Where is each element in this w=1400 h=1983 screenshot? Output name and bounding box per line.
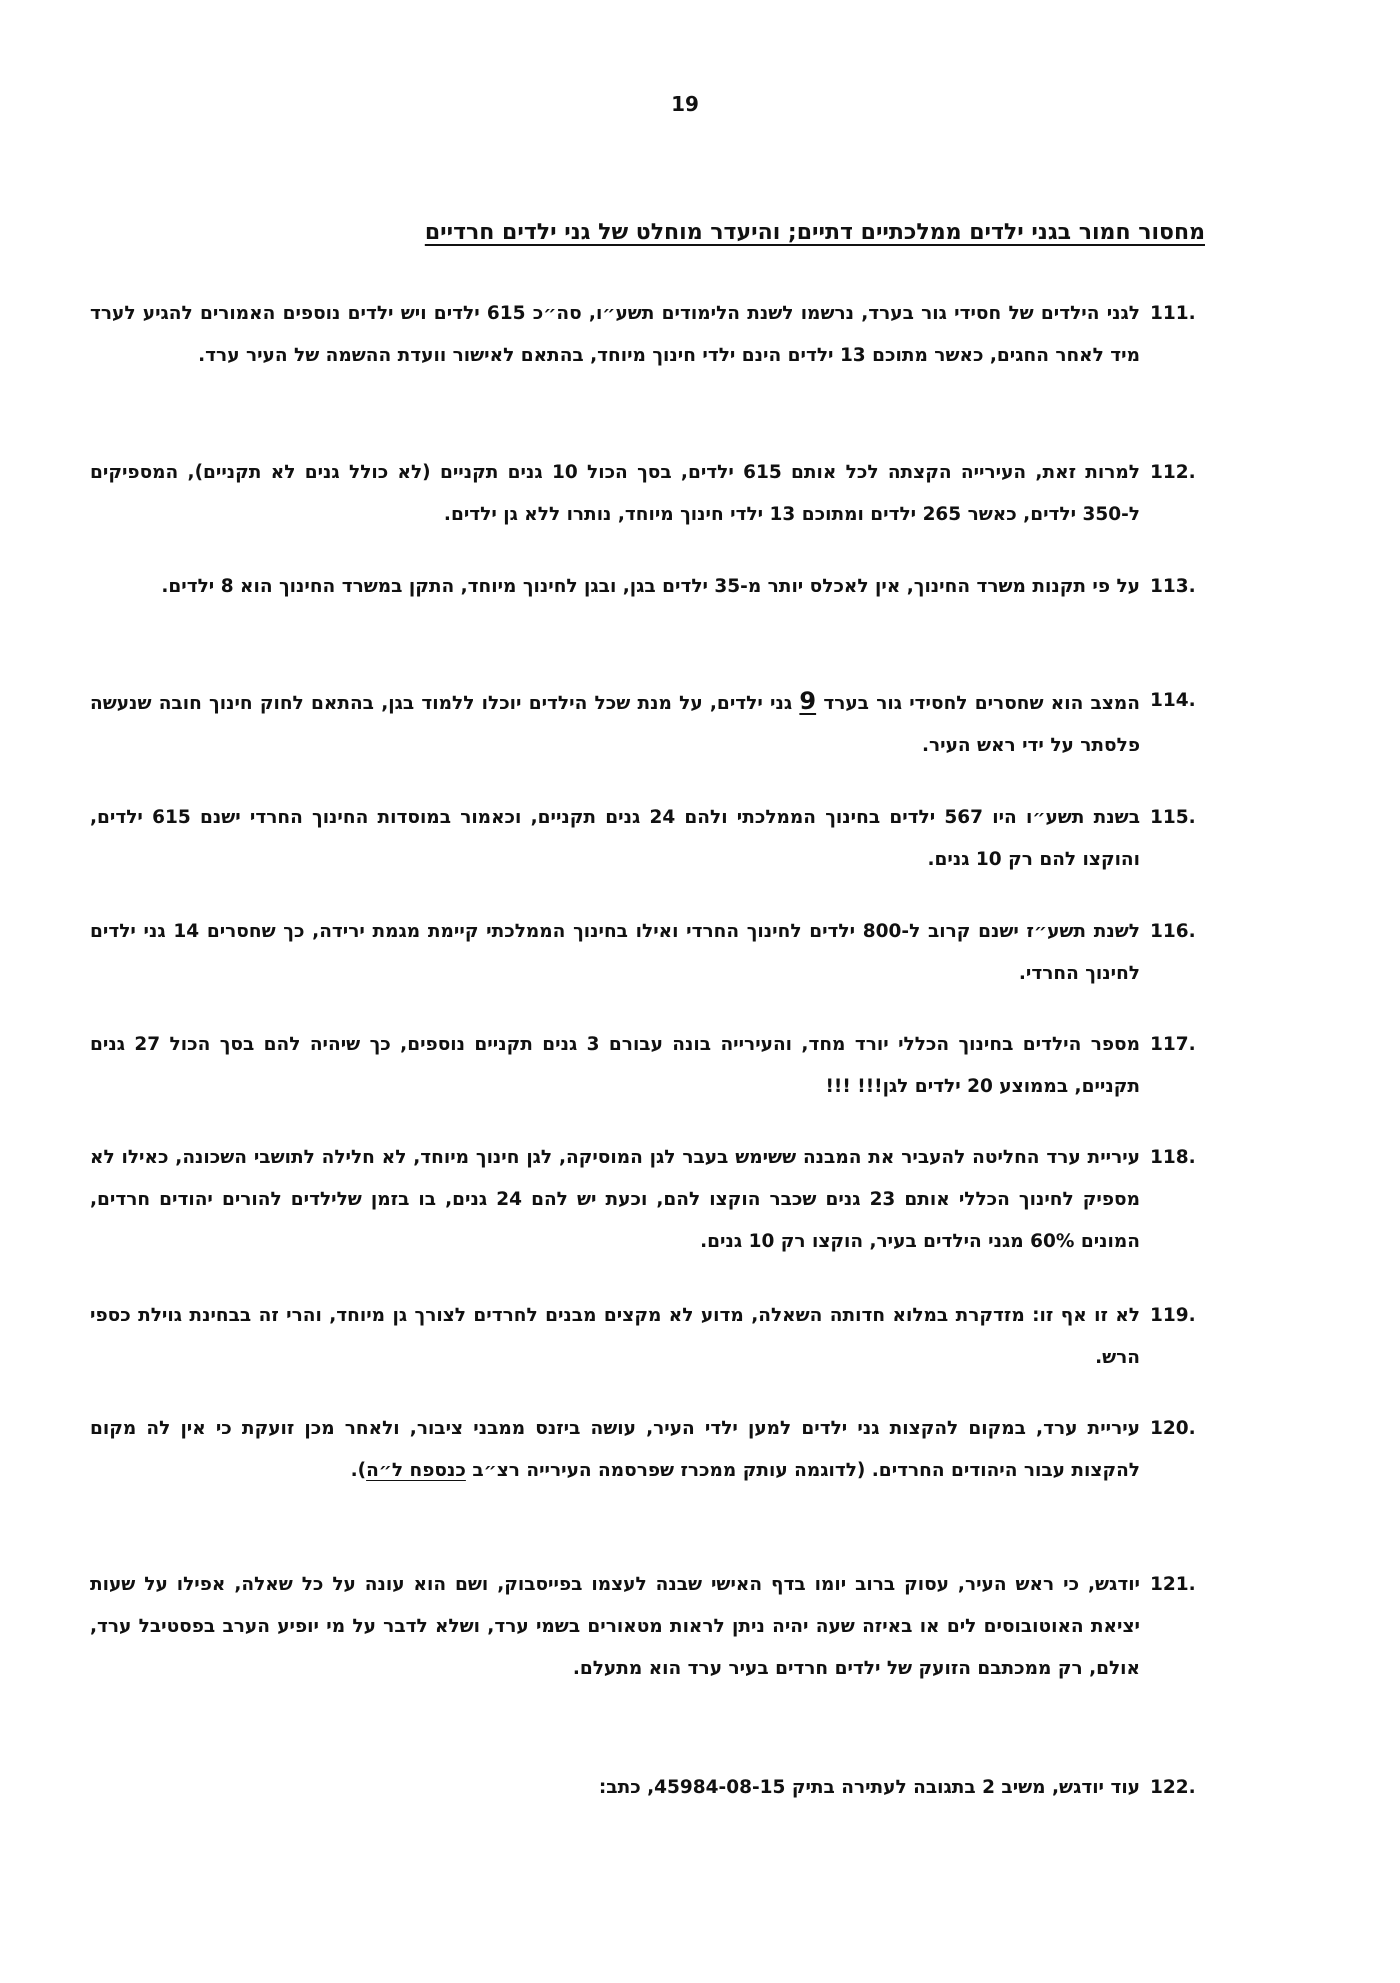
text-segment: עיריית ערד החליטה להעביר את המבנה ששימש בעבר לגן המוסיקה, לגן חינוך מיוחד, לא חלילה לתושבי השכונה, כאילו לא מספיק לחינוך הכללי אותם 23 גנים שכבר הוקצו להם, וכעת יש להם 24 גנים, בו בזמן שלילדים להורים יהודים חרדים, המונים 60% מגני הילדים בעיר, הוקצו רק 10 גנים. [90,1147,1140,1252]
paragraph-120 [30,1408,1210,1492]
paragraph-number: 115. [1150,807,1196,828]
paragraph-text [90,911,1140,995]
paragraph-118 [30,1137,1210,1263]
text-segment: למרות זאת, העירייה הקצתה לכל אותם 615 ילדים, בסך הכול 10 גנים תקניים (לא כולל גנים לא תקניים), המספיקים ל-350 ילדים, כאשר 265 ילדים ומתוכם 13 ילדי חינוך מיוחד, [90,462,1140,525]
paragraph-number: 116. [1150,921,1196,942]
text-segment: לא זו אף זו: מזדקרת במלוא חדותה השאלה, מדוע לא מקצים מבנים לחרדים לצורך גן מיוחד, והרי זה בבחינת גוילת כספי הרש. [90,1305,1140,1368]
paragraph-115 [30,797,1210,881]
text-segment: . [443,504,451,525]
paragraph-number: 121. [1150,1574,1196,1595]
text-segment-emphasis: נותרו ללא גן ילדים [450,504,612,525]
paragraph-number: 112. [1150,462,1196,483]
paragraph-text [90,1767,1140,1809]
paragraph-117 [30,1024,1210,1108]
section-title: מחסור חמור בגני ילדים ממלכתיים דתיים; והיעדר מוחלט של גני ילדים חרדיים [424,220,1205,245]
paragraph-text [90,680,1140,767]
paragraph-text [90,452,1140,536]
paragraph-text [90,1408,1140,1492]
paragraph-number: 111. [1150,303,1196,324]
paragraph-number: 114. [1150,690,1196,711]
paragraph-113 [30,566,1210,608]
text-segment: . [161,576,169,597]
paragraph-119 [30,1295,1210,1379]
page-number: 19 [671,92,699,116]
text-segment: עוד יודגש, משיב 2 בתגובה לעתירה בתיק 45984-08-15, כתב: [598,1777,1140,1798]
paragraph-number: 120. [1150,1418,1196,1439]
text-segment: על פי תקנות משרד החינוך, אין לאכלס יותר מ-35 ילדים בגן, ובגן לחינוך מיוחד, [454,576,1140,597]
appendix-reference: כנספח ל״ה [366,1460,466,1481]
text-segment: המצב הוא שחסרים לחסידי גור בערד [816,693,1140,714]
text-segment-emphasis: התקן במשרד החינוך הוא 8 ילדים [168,576,455,597]
paragraph-112 [30,452,1210,536]
paragraph-text [90,566,1140,608]
text-segment: בשנת תשע״ו היו 567 ילדים בחינוך הממלכתי ולהם 24 גנים תקניים, וכאמור במוסדות החינוך החרדי ישנם 615 ילדים, והוקצו להם רק 10 גנים. [90,807,1140,870]
paragraph-number: 119. [1150,1305,1196,1326]
paragraph-text [90,1137,1140,1263]
paragraph-number: 117. [1150,1034,1196,1055]
paragraph-111 [30,293,1210,377]
paragraph-114 [30,680,1210,767]
kindergarten-count-emphasis: 9 [799,687,817,715]
paragraph-text [90,293,1140,377]
paragraph-number: 122. [1150,1777,1196,1798]
paragraph-122 [30,1767,1210,1809]
text-segment: מספר הילדים בחינוך הכללי יורד מחד, והעירייה בונה עבורם 3 גנים תקניים נוספים, כך שיהיה להם בסך הכול 27 גנים תקניים, בממוצע 20 ילדים לגן!!! !!! [90,1034,1140,1097]
text-segment: יודגש, כי ראש העיר, עסוק ברוב יומו בדף האישי שבנה לעצמו בפייסבוק, ושם הוא עונה על כל שאלה, אפילו על שעות יציאת האוטובוסים לים או באיזה שעה יהיה ניתן לראות מטאורים בשמי ערד, ושלא לדבר על מי יופיע הערב בפסטיבל ערד, אולם, רק ממכתבם הזועק של ילדים חרדים בעיר ערד הוא מתעלם. [90,1574,1140,1679]
paragraph-text [90,1295,1140,1379]
text-segment: לגני הילדים של חסידי גור בערד, נרשמו לשנת הלימודים תשע״ו, סה״כ 615 ילדים ויש ילדים נוספים האמורים להגיע לערד מיד לאחר החגים, כאשר מתוכם 13 ילדים הינם ילדי חינוך מיוחד, בהתאם לאישור וועדת ההשמה של העיר ערד. [90,303,1140,366]
text-segment: עיריית ערד, במקום להקצות גני ילדים למען ילדי העיר, עושה ביזנס ממבני ציבור, ולאחר מכן זועקת כי אין לה מקום להקצות עבור היהודים החרדים. (לדוגמה עותק ממכרז שפרסמה העירייה רצ״ב [90,1418,1140,1481]
text-segment: לשנת תשע״ז ישנם קרוב ל-800 ילדים לחינוך החרדי ואילו בחינוך הממלכתי קיימת מגמת ירידה, כך שחסרים 14 גני ילדים לחינוך החרדי. [90,921,1140,984]
paragraph-number: 113. [1150,576,1196,597]
paragraph-text [90,797,1140,881]
text-segment: גני ילדים, על מנת שכל הילדים יוכלו ללמוד בגן, בהתאם לחוק חינוך חובה שנעשה פלסתר על ידי ראש העיר. [90,693,1140,756]
paragraph-text [90,1564,1140,1690]
text-segment: ). [350,1460,367,1481]
paragraph-116 [30,911,1210,995]
paragraph-number: 118. [1150,1147,1196,1168]
paragraph-121 [30,1564,1210,1690]
paragraph-text [90,1024,1140,1108]
